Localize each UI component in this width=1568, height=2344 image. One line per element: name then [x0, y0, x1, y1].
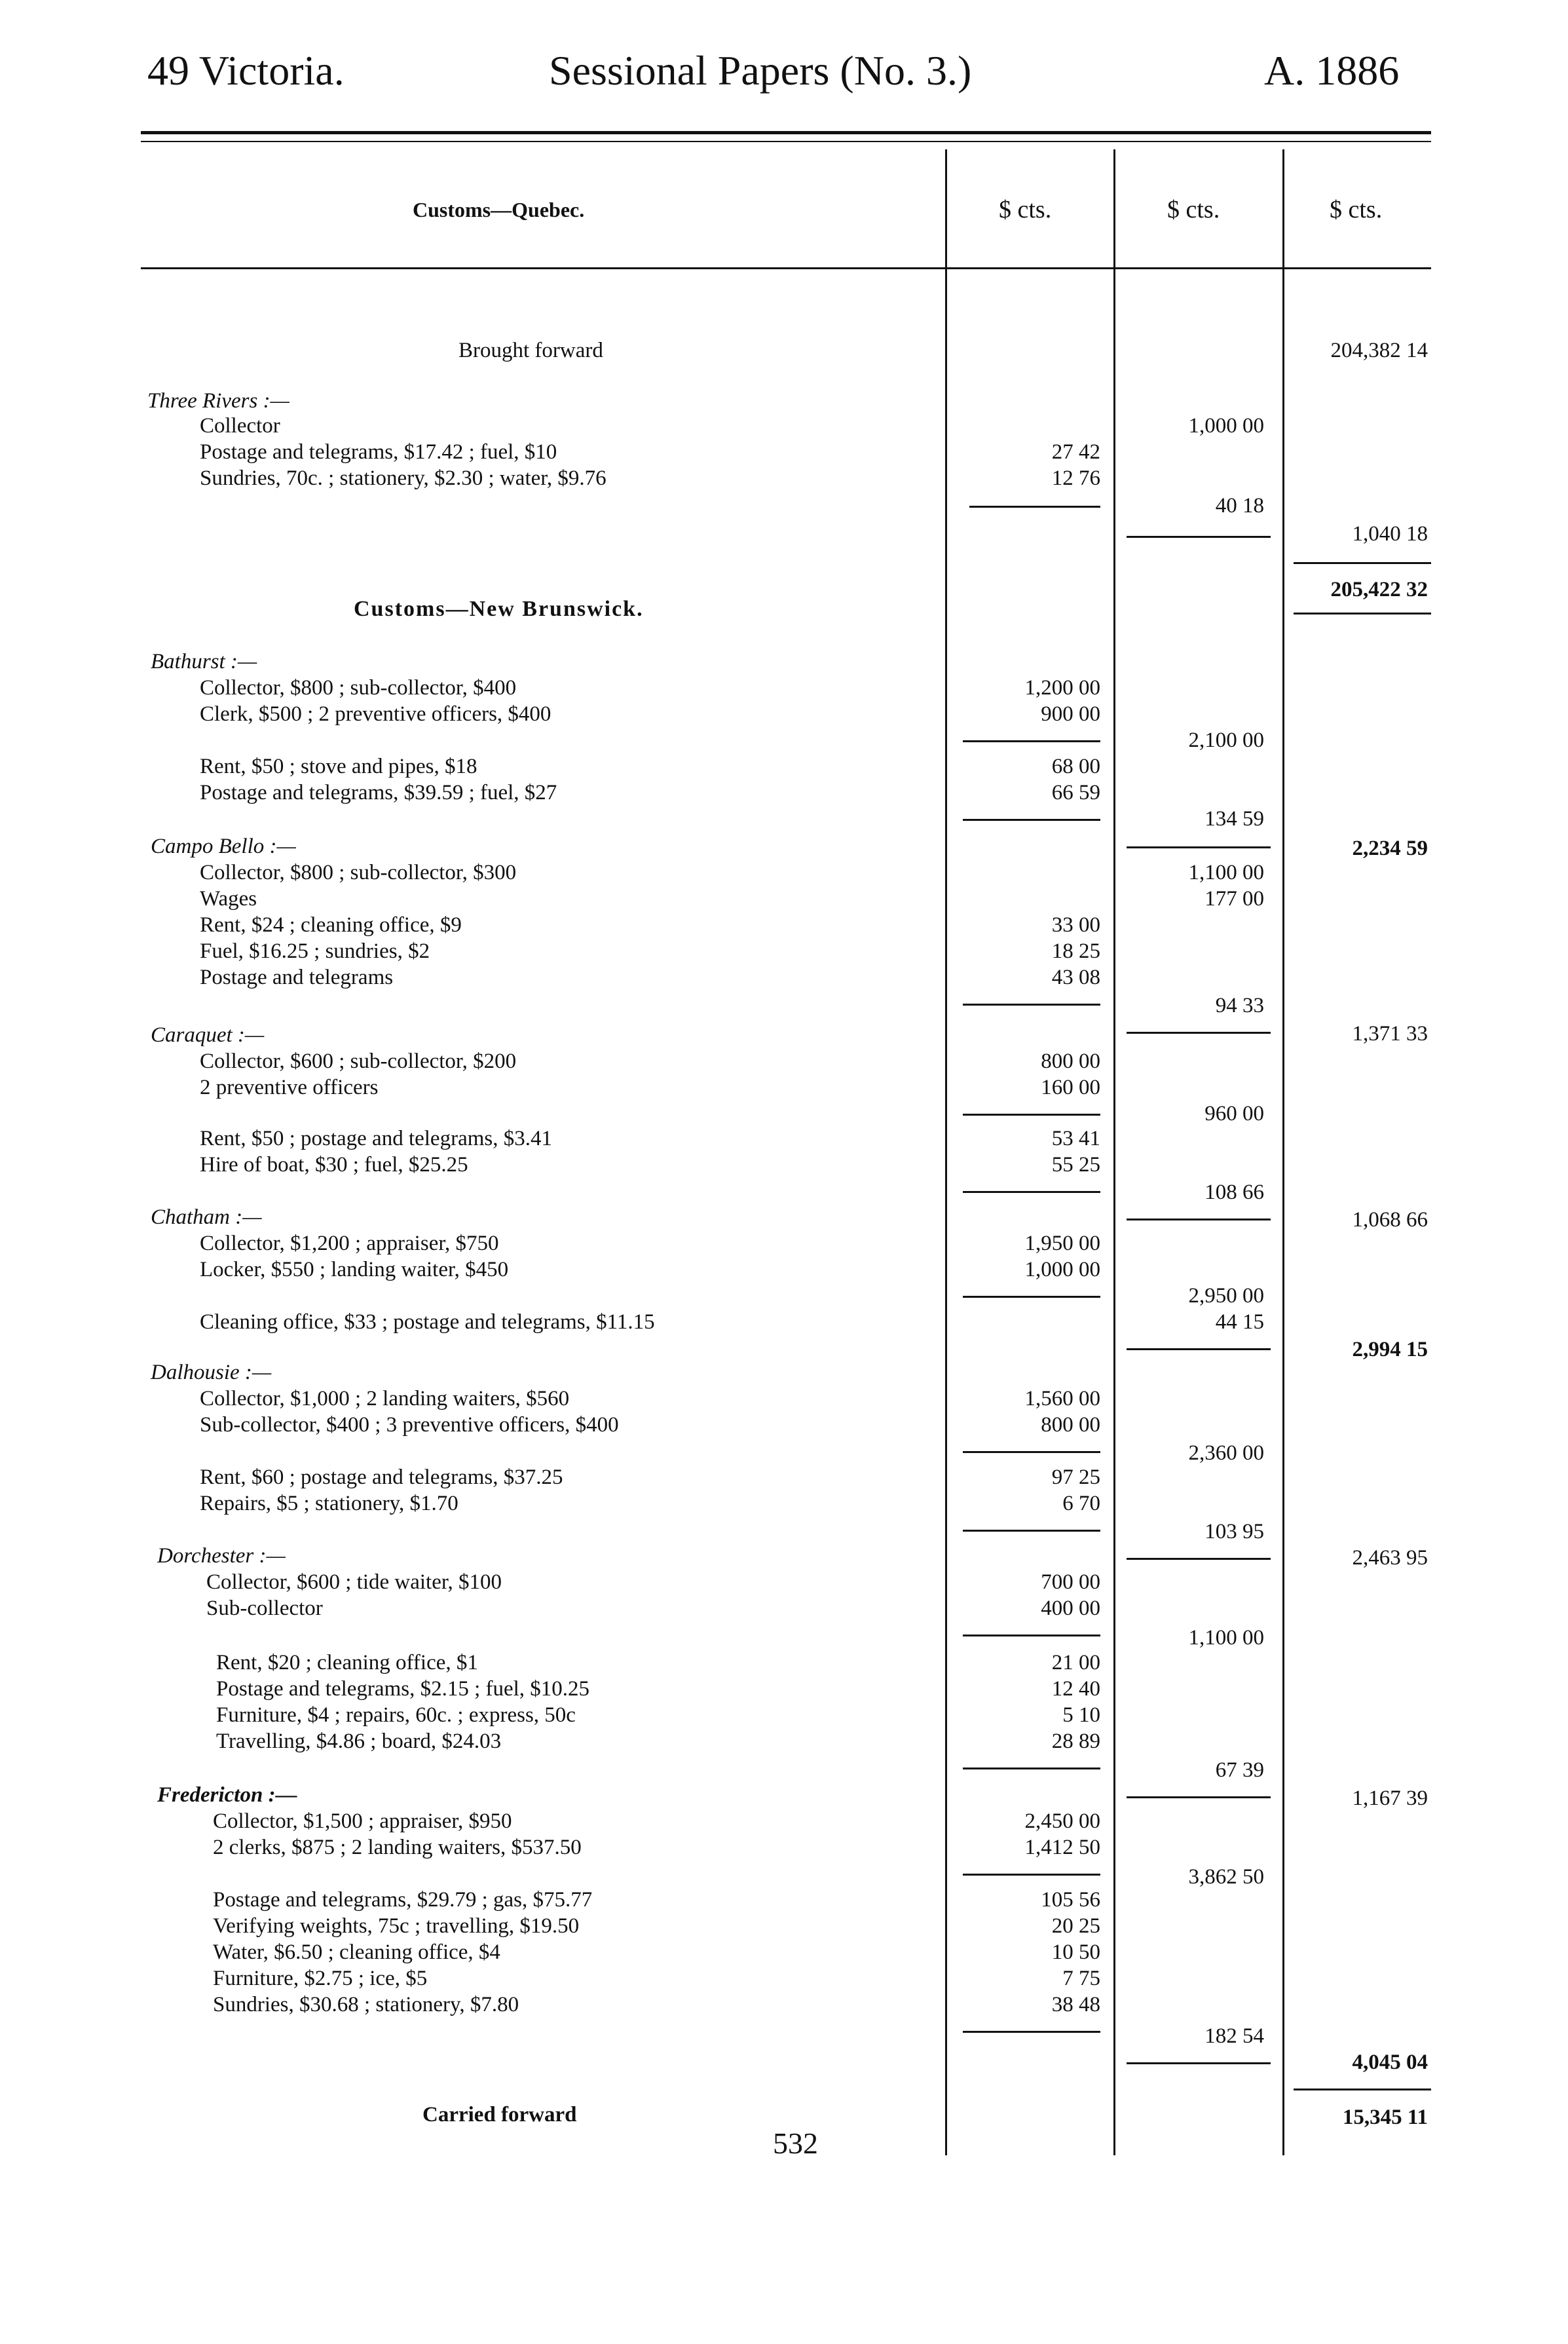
line-text: Postage and telegrams, $39.59 ; fuel, $27	[200, 781, 557, 804]
place-three-rivers: Three Rivers :—	[147, 389, 289, 413]
table-title: Customs—Quebec.	[413, 198, 585, 221]
subtotal-rule	[1127, 536, 1271, 538]
amount-c1: 53 41	[1051, 1127, 1100, 1150]
amount-c1: 12 40	[1051, 1677, 1100, 1701]
column-header-3: $ cts.	[1330, 196, 1383, 223]
line-text: Clerk, $500 ; 2 preventive officers, $400	[200, 702, 551, 726]
line-text: Collector	[200, 414, 280, 438]
header-rule-thick	[141, 131, 1431, 134]
line-text: Verifying weights, 75c ; travelling, $19.50	[213, 1914, 580, 1938]
place-dorchester: Dorchester :—	[157, 1544, 286, 1568]
amount-c1: 900 00	[1041, 702, 1100, 726]
amount-c1: 28 89	[1051, 1730, 1100, 1753]
total-fredericton: 4,045 04	[1352, 2051, 1428, 2074]
place-caraquet: Caraquet :—	[151, 1023, 265, 1047]
subtotal-rule	[969, 506, 1100, 508]
carried-forward-label: Carried forward	[422, 2103, 577, 2127]
place-fredericton: Fredericton :—	[157, 1783, 297, 1807]
amount-c1: 7 75	[1062, 1967, 1100, 1990]
subtotal-c2: 103 95	[1204, 1520, 1264, 1543]
line-text: Furniture, $4 ; repairs, 60c. ; express, 50c	[216, 1703, 576, 1727]
header-bottom-rule	[141, 267, 1431, 269]
subtotal-rule	[1127, 2062, 1271, 2064]
line-text: Fuel, $16.25 ; sundries, $2	[200, 939, 430, 963]
place-bathurst: Bathurst :—	[151, 650, 257, 673]
line-text: Rent, $50 ; postage and telegrams, $3.41	[200, 1127, 552, 1150]
subtotal-c2: 40 18	[1215, 494, 1264, 518]
subtotal-rule	[963, 819, 1100, 821]
line-text: Travelling, $4.86 ; board, $24.03	[216, 1730, 502, 1753]
subtotal-rule	[963, 1191, 1100, 1193]
line-text: Wages	[200, 887, 257, 911]
amount-c1: 700 00	[1041, 1570, 1100, 1594]
amount-c1: 55 25	[1051, 1153, 1100, 1177]
line-text: Rent, $60 ; postage and telegrams, $37.25	[200, 1465, 563, 1489]
line-text: 2 preventive officers	[200, 1076, 379, 1099]
subtotal-rule	[963, 1004, 1100, 1006]
line-text: Cleaning office, $33 ; postage and telegrams, $11.15	[200, 1310, 655, 1334]
page-number: 532	[773, 2127, 818, 2160]
amount-c1: 21 00	[1051, 1651, 1100, 1674]
total-three-rivers: 1,040 18	[1352, 522, 1428, 546]
amount-c1: 400 00	[1041, 1597, 1100, 1620]
brought-forward-label: Brought forward	[458, 339, 603, 362]
amount-c1: 1,200 00	[1024, 676, 1100, 700]
subtotal-rule	[963, 1114, 1100, 1116]
subtotal-c2: 94 33	[1215, 994, 1264, 1017]
header-rule-thin	[141, 141, 1431, 142]
amount-c2: 1,100 00	[1188, 861, 1264, 884]
line-text: Collector, $600 ; tide waiter, $100	[206, 1570, 502, 1594]
amount-c1: 1,000 00	[1024, 1258, 1100, 1281]
subtotal-c2: 67 39	[1215, 1758, 1264, 1782]
place-campo-bello: Campo Bello :—	[151, 835, 296, 858]
subtotal-rule	[963, 1530, 1100, 1532]
line-text: Rent, $24 ; cleaning office, $9	[200, 913, 462, 937]
line-text: Collector, $800 ; sub-collector, $300	[200, 861, 517, 884]
subtotal-c2: 108 66	[1204, 1181, 1264, 1204]
amount-c1: 27 42	[1051, 440, 1100, 464]
amount-c1: 160 00	[1041, 1076, 1100, 1099]
line-text: Water, $6.50 ; cleaning office, $4	[213, 1940, 500, 1964]
amount-c1: 20 25	[1051, 1914, 1100, 1938]
amount-c1: 800 00	[1041, 1413, 1100, 1437]
amount-c1: 18 25	[1051, 939, 1100, 963]
amount-c1: 12 76	[1051, 466, 1100, 490]
line-text: 2 clerks, $875 ; 2 landing waiters, $537.50	[213, 1836, 582, 1859]
total-chatham: 2,994 15	[1352, 1338, 1428, 1361]
brought-forward-total: 204,382 14	[1330, 339, 1428, 362]
subtotal-c2: 134 59	[1204, 807, 1264, 831]
total-dalhousie: 2,463 95	[1352, 1546, 1428, 1570]
subtotal-rule	[1127, 1219, 1271, 1220]
subtotal-rule	[963, 1635, 1100, 1636]
line-text: Repairs, $5 ; stationery, $1.70	[200, 1492, 458, 1515]
subtotal-rule	[963, 1296, 1100, 1298]
subtotal-c2: 2,100 00	[1188, 728, 1264, 752]
amount-c1: 800 00	[1041, 1049, 1100, 1073]
header-left: 49 Victoria.	[147, 47, 345, 94]
subtotal-c2: 44 15	[1215, 1310, 1264, 1334]
subtotal-rule	[1127, 1558, 1271, 1560]
line-text: Postage and telegrams, $2.15 ; fuel, $10.25	[216, 1677, 590, 1701]
header-right: A. 1886	[1264, 47, 1400, 94]
header-center: Sessional Papers (No. 3.)	[549, 47, 972, 94]
line-text: Postage and telegrams, $17.42 ; fuel, $10	[200, 440, 557, 464]
subtotal-c2: 182 54	[1204, 2024, 1264, 2048]
subtotal-rule	[963, 1451, 1100, 1453]
line-text: Collector, $1,500 ; appraiser, $950	[213, 1809, 512, 1833]
total-bathurst: 2,234 59	[1352, 837, 1428, 860]
total-rule	[1294, 2089, 1431, 2090]
line-text: Postage and telegrams	[200, 966, 394, 989]
amount-c1: 33 00	[1051, 913, 1100, 937]
amount-c1: 43 08	[1051, 966, 1100, 989]
amount-c1: 68 00	[1051, 755, 1100, 778]
subtotal-rule	[1127, 1032, 1271, 1034]
total-caraquet: 1,068 66	[1352, 1208, 1428, 1232]
amount-c1: 66 59	[1051, 781, 1100, 804]
subtotal-rule	[963, 1874, 1100, 1876]
line-text: Collector, $800 ; sub-collector, $400	[200, 676, 517, 700]
subtotal-rule	[963, 740, 1100, 742]
line-text: Rent, $50 ; stove and pipes, $18	[200, 755, 477, 778]
subtotal-rule	[963, 2031, 1100, 2033]
line-text: Sundries, 70c. ; stationery, $2.30 ; water, $9.76	[200, 466, 607, 490]
column-header-1: $ cts.	[999, 196, 1052, 223]
amount-c1: 97 25	[1051, 1465, 1100, 1489]
line-text: Postage and telegrams, $29.79 ; gas, $75.77	[213, 1888, 593, 1912]
subtotal-rule	[1127, 846, 1271, 848]
amount-c2: 1,000 00	[1188, 414, 1264, 438]
amount-c1: 105 56	[1041, 1888, 1100, 1912]
column-rule-2	[1113, 149, 1115, 2155]
subtotal-c2: 3,862 50	[1188, 1865, 1264, 1889]
amount-c1: 6 70	[1062, 1492, 1100, 1515]
subtotal-rule	[963, 1767, 1100, 1769]
line-text: Rent, $20 ; cleaning office, $1	[216, 1651, 478, 1674]
amount-c1: 1,412 50	[1024, 1836, 1100, 1859]
total-rule	[1294, 562, 1431, 564]
column-header-2: $ cts.	[1167, 196, 1220, 223]
section-title-new-brunswick: Customs—New Brunswick.	[354, 597, 644, 621]
line-text: Collector, $1,200 ; appraiser, $750	[200, 1232, 499, 1255]
amount-c1: 10 50	[1051, 1940, 1100, 1964]
place-chatham: Chatham :—	[151, 1205, 262, 1229]
line-text: Locker, $550 ; landing waiter, $450	[200, 1258, 509, 1281]
amount-c1: 5 10	[1062, 1703, 1100, 1727]
amount-c1: 2,450 00	[1024, 1809, 1100, 1833]
subtotal-rule	[1127, 1796, 1271, 1798]
amount-c1: 38 48	[1051, 1993, 1100, 2016]
line-text: Hire of boat, $30 ; fuel, $25.25	[200, 1153, 468, 1177]
subtotal-rule	[1127, 1348, 1271, 1350]
column-rule-1	[945, 149, 947, 2155]
subtotal-c2: 960 00	[1204, 1102, 1264, 1125]
place-dalhousie: Dalhousie :—	[151, 1361, 272, 1384]
carried-forward-total: 15,345 11	[1342, 2106, 1428, 2129]
column-rule-3	[1282, 149, 1284, 2155]
total-rule	[1294, 613, 1431, 614]
line-text: Sub-collector, $400 ; 3 preventive officers, $400	[200, 1413, 619, 1437]
line-text: Sundries, $30.68 ; stationery, $7.80	[213, 1993, 519, 2016]
line-text: Collector, $600 ; sub-collector, $200	[200, 1049, 517, 1073]
subtotal-c2: 2,360 00	[1188, 1441, 1264, 1465]
subtotal-c2: 2,950 00	[1188, 1284, 1264, 1308]
amount-c1: 1,950 00	[1024, 1232, 1100, 1255]
amount-c1: 1,560 00	[1024, 1387, 1100, 1410]
grand-total-quebec: 205,422 32	[1330, 578, 1428, 601]
subtotal-c2: 1,100 00	[1188, 1626, 1264, 1650]
total-campo-bello: 1,371 33	[1352, 1022, 1428, 1046]
line-text: Sub-collector	[206, 1597, 323, 1620]
amount-c2: 177 00	[1204, 887, 1264, 911]
line-text: Collector, $1,000 ; 2 landing waiters, $560	[200, 1387, 570, 1410]
total-dorchester: 1,167 39	[1352, 1786, 1428, 1810]
line-text: Furniture, $2.75 ; ice, $5	[213, 1967, 428, 1990]
